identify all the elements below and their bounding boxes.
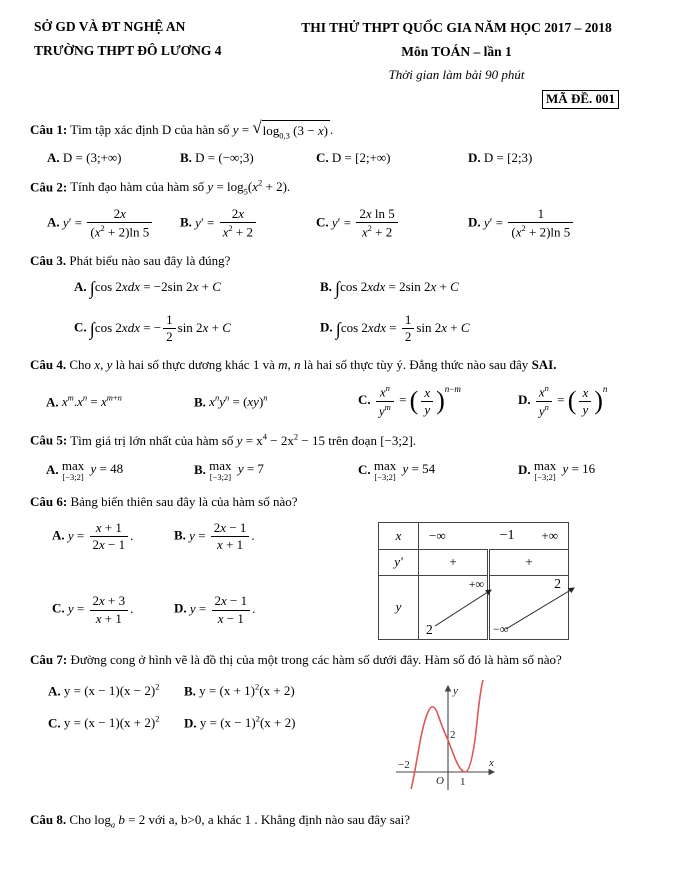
question-label: Câu 2: [30,179,68,195]
option-c: C. $y = (x - 1)(x + 2)^2$ [48,714,160,731]
y-axis-label: y [453,684,458,697]
options-grid [74,279,649,346]
x-axis-label: x [489,756,494,769]
exam-subject: Môn TOÁN – lần 1 [401,44,512,59]
option-c: C. ∫cos 2xdx = − $\frac{1}{2}$ sin 2x + C [74,311,231,345]
y-tick-2: 2 [450,728,456,741]
options-row [46,383,649,419]
question-label: Câu 3. [30,252,67,268]
question-stem: Tìm tập xác định D của hàn số y = √ $\log_{0,3} (3 - x)$ . [70,118,334,141]
option-b: B. y′ = $\frac{2x}{x^2 + 2}$ [180,206,316,241]
vt-y-left-cell [419,575,489,639]
question-label: Câu 6: [30,494,68,510]
option-b: B. $x^ny^n = (xy)^n$ [194,392,268,409]
option-a: A. $y = (x - 1)(x - 2)^2$ [48,681,160,699]
vt-x-values [419,522,569,549]
option-b: B. $y = (x + 1)^2(x + 2)$ [184,681,295,699]
question-stem: Tính đạo hàm của hàm số $y = \log_5(x^2 + 2)$. [70,177,291,197]
q7-graph-figure [390,674,540,800]
exam-title: THI THỬ THPT QUỐC GIA NĂM HỌC 2017 – 2018 [301,20,612,35]
origin-label: O [436,774,444,787]
cubic-curve [411,680,483,789]
function-graph [390,674,540,796]
option-d: D. D = [2;3) [468,149,533,165]
options-row [47,206,649,241]
option-c: C. max [−3;2] y = 54 [358,457,436,482]
vt-y-right-cell [489,575,569,639]
department-name: SỞ GD VÀ ĐT NGHỆ AN [34,19,186,34]
school-name: TRƯỜNG THPT ĐÔ LƯƠNG 4 [34,42,222,58]
option-d: D. y = $\frac{2x - 1}{x - 1}$ . [174,593,256,626]
question-stem: Cho $\log_a b = 2$ với a, b>0, a khác 1 . Khẳng định nào sau đây sai? [69,811,411,830]
question-stem: Đường cong ở hình vẽ là đồ thị của một trong các hàm số dưới đây. Hàm số đó là hàm số nào? [70,651,562,667]
option-a: A. y′ = $\frac{2x}{(x^2 + 2)\ln 5}$ [47,206,180,241]
question-stem: Cho x, y là hai số thực dương khác 1 và m, n là hai số thực tùy ý. Đẳng thức nào sau đây SAI. [69,357,557,373]
vt-y-right-from: −∞ [493,621,509,636]
variation-table [378,522,569,640]
question-stem: Phát biểu nào sau đây là đúng? [69,252,231,268]
question-8 [30,811,649,831]
question-3 [30,252,649,345]
x-tick-neg2: −2 [398,758,410,771]
option-a: A. max [−3;2] y = 48 [46,457,124,482]
question-1 [30,120,649,166]
options-row [47,150,649,166]
question-label: Câu 1: [30,121,68,137]
issuer-block [34,20,268,83]
question-5 [30,430,649,482]
option-c: C. y′ = $\frac{\text{2x ln 5}}{x^2 + 2}$ [316,206,468,241]
option-a: A. ∫cos 2xdx = −2sin 2x + C [74,277,221,298]
question-7-body [30,674,649,800]
question-label: Câu 4. [30,357,67,373]
question-label: Câu 8. [30,811,67,827]
option-b: B. max [−3;2] y = 7 [194,457,264,482]
question-label: Câu 5: [30,432,68,448]
option-c: C. y = $\frac{2x + 3}{x + 1}$ . [52,593,134,626]
option-b: B. ∫cos 2xdx = 2sin 2x + C [320,277,459,298]
options-row [46,459,649,483]
option-d: D. $\frac{x^n}{y^n}$ = ( $\frac{x}{y}$ ) n [518,383,608,419]
exam-header [0,0,675,83]
vt-sign-left: + [419,549,489,575]
vt-x-mid: −1 [499,527,515,543]
option-d: D. y′ = $\frac{1}{(x^2 + 2)\ln 5}$ [468,206,649,241]
option-c: C. $\frac{x^n}{y^m}$ = ( $\frac{x}{y}$ ) n−m [358,383,461,419]
question-label: Câu 7: [30,651,68,667]
question-4 [30,356,649,419]
vt-y-left-to: +∞ [468,576,485,591]
question-stem: Tìm giá trị lớn nhất của hàm số $y = x^4 - 2x^2 - 15$ trên đoạn [−3;2]. [70,431,417,448]
option-b: B. y = $\frac{2x - 1}{x + 1}$ . [174,519,255,553]
question-7 [30,651,649,800]
x-tick-1: 1 [460,775,466,788]
question-6 [30,493,649,640]
vt-y-right-to: 2 [554,575,561,591]
vt-y-label: y [379,575,419,639]
vt-y-left-from: 2 [426,621,433,637]
options-block [30,674,390,732]
question-6-body [30,512,649,640]
option-a: A. y = $\frac{x + 1}{2x - 1}$ . [52,519,134,553]
question-stem: Bảng biến thiên sau đây là của hàm số nào? [70,494,298,510]
vt-x-label: x [379,522,419,549]
options-block [30,512,378,627]
exam-info-block [268,20,645,83]
exam-duration: Thời gian làm bài 90 phút [388,67,525,82]
question-2 [30,177,649,241]
option-a: A. $x^m.x^n = x^{m+n}$ [46,392,122,409]
vt-yprime-label: y′ [379,549,419,575]
option-d: D. $y = (x - 1)^2(x + 2)$ [184,714,296,731]
option-a: A. D = (3;+∞) [47,149,122,165]
option-b: B. D = (−∞;3) [180,149,254,165]
exam-code-row [0,90,675,109]
exam-code-badge: MÃ ĐỀ. 001 [542,90,619,109]
option-d: D. ∫cos 2xdx = $\frac{1}{2}$ sin 2x + C [320,311,470,345]
option-d: D. max [−3;2] y = 16 [518,457,596,482]
vt-sign-right: + [489,549,569,575]
vt-x-right: +∞ [541,527,558,543]
option-c: C. D = [2;+∞) [316,149,391,165]
vt-x-left: −∞ [429,527,446,543]
